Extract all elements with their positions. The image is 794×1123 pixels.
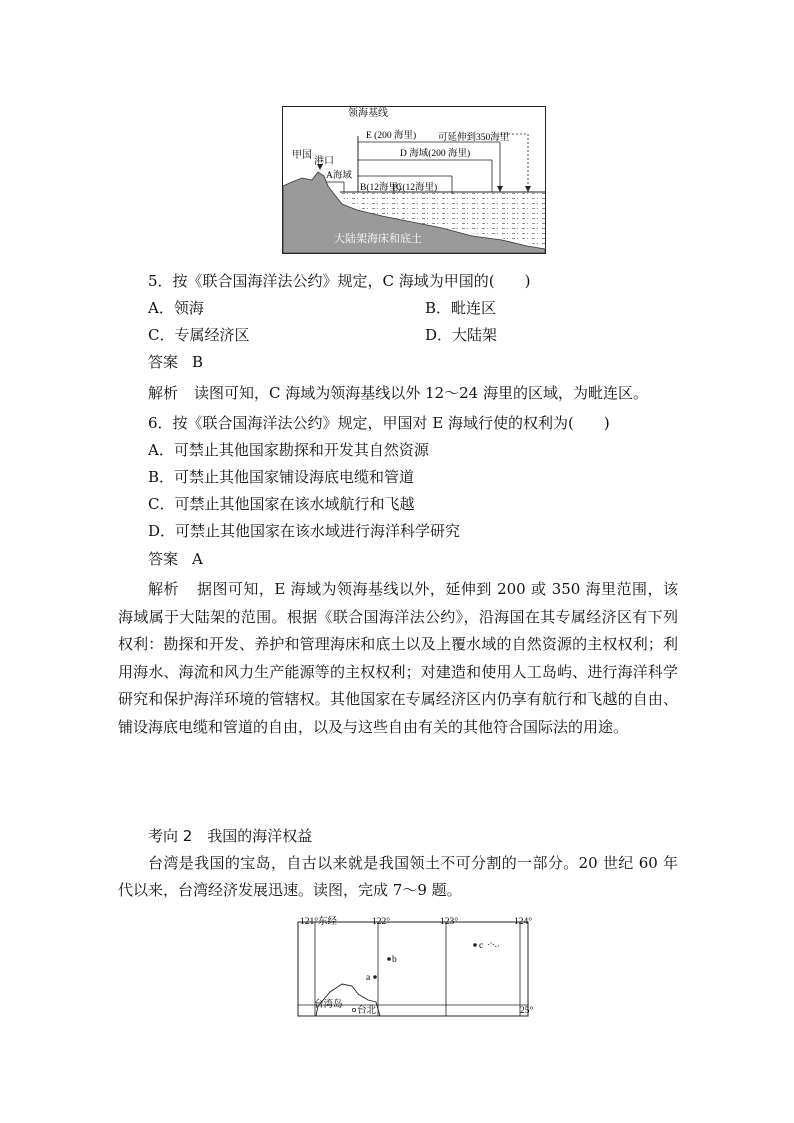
taiwan-map <box>290 912 542 1018</box>
port-label: 港口 <box>314 156 334 167</box>
a-zone-label: A海域 <box>326 171 352 181</box>
q6-analysis <box>118 576 678 741</box>
q6-option-d: D．可禁止其他国家在该水域进行海洋科学研究 <box>148 522 461 540</box>
section-title: 考向 2 我国的海洋权益 <box>148 827 313 845</box>
q6-option-a: A．可禁止其他国家勘探和开发其自然资源 <box>148 441 429 459</box>
q6-answer <box>148 549 203 569</box>
lat-25-label: 25° <box>520 1006 534 1016</box>
island-label: 台湾岛 <box>314 1000 343 1010</box>
point-b-label: b <box>392 955 397 965</box>
analysis-text: 读图可知，C 海域为领海基线以外 12～24 海里的区域，为毗连区。 <box>194 384 648 402</box>
q5-option-a: A．领海 <box>148 299 204 317</box>
q5-answer <box>148 352 203 372</box>
baseline-label: 领海基线 <box>348 108 388 119</box>
lon-124-label: 124° <box>514 917 533 927</box>
answer-label: 答案 <box>148 353 179 371</box>
seabed-label: 大陆架海床和底土 <box>334 233 422 245</box>
point-c-label: c <box>479 941 484 951</box>
point-a-label: a <box>366 973 371 983</box>
c-zone-label: C(12海里) <box>396 183 438 193</box>
q6-option-b: B．可禁止其他国家铺设海底电缆和管道 <box>148 468 415 486</box>
lon-122-label: 122° <box>372 917 391 927</box>
answer-value: B <box>192 353 204 371</box>
answer-value: A <box>192 550 203 568</box>
country-label: 甲国 <box>292 150 312 161</box>
q5-option-c: C．专属经济区 <box>148 326 250 344</box>
q5-option-b: B．毗连区 <box>425 299 497 317</box>
q5-option-d: D．大陆架 <box>425 326 498 344</box>
analysis-text: 据图可知，E 海域为领海基线以外，延伸到 200 或 350 海里范围，该海域属于大陆架的范围。根据《联合国海洋法公约》，沿海国在其专属经济区有下列权利：勘探和开发、养护和管理海床和底土以及上覆水域的自然资源的主权权利；利用海水、海流和风力生产能源等的主权权利；对建造和使用人工岛屿、进行海洋科学研究和保护海洋环境的管辖权。其他国家在专属经济区内仍享有航行和飞越的自由、铺设海底电缆和管道的自由，以及与这些自由有关的其他符合国际法的用途。 <box>118 580 678 736</box>
analysis-label: 解析 <box>148 580 179 598</box>
maritime-zones-diagram <box>282 106 546 254</box>
d-zone-label: D 海域(200 海里) <box>400 149 471 159</box>
section-intro: 台湾是我国的宝岛，自古以来就是我国领土不可分割的一部分。20 世纪 60 年代以来，台湾经济发展迅速。读图，完成 7～9 题。 <box>118 854 678 899</box>
b-zone-label: B(12海里) <box>360 183 402 193</box>
q5-stem: 5．按《联合国海洋法公约》规定，C 海域为甲国的( ) <box>148 272 531 290</box>
lon-121-label: 121°东经 <box>300 917 338 927</box>
q5-analysis <box>148 383 648 403</box>
e-zone-label: E (200 海里) <box>366 131 417 141</box>
q6-stem: 6．按《联合国海洋法公约》规定，甲国对 E 海域行使的权利为( ) <box>148 414 610 432</box>
lon-123-label: 123° <box>440 917 459 927</box>
q6-option-c: C．可禁止其他国家在该水域航行和飞越 <box>148 495 415 513</box>
city-label: 台北 <box>357 1006 377 1016</box>
answer-label: 答案 <box>148 550 179 568</box>
analysis-label: 解析 <box>148 384 179 402</box>
extend-label: 可延伸到350海里 <box>438 133 510 143</box>
